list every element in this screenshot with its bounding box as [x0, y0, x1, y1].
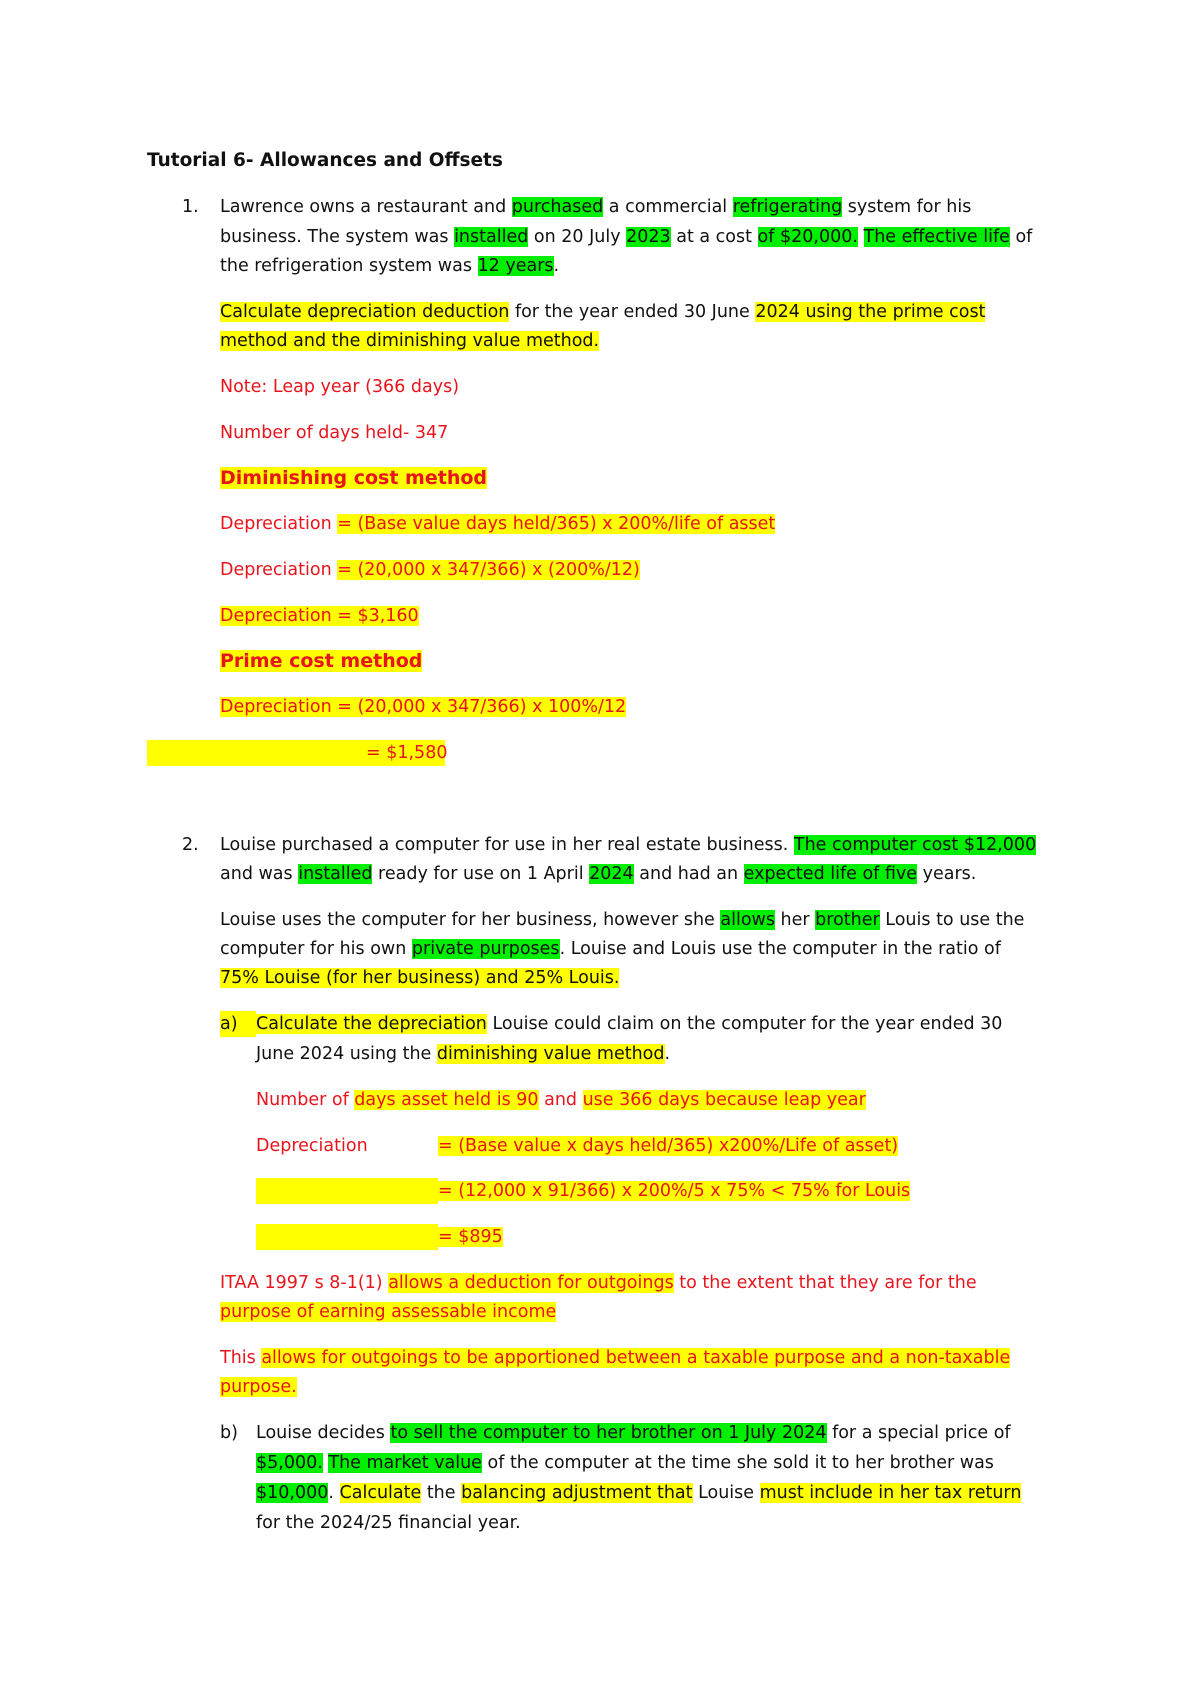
question-2-text-line [220, 907, 1024, 933]
answer-heading-diminishing [220, 465, 487, 491]
text-segment: = $1,580 [366, 743, 448, 763]
text-segment: Note: Leap year (366 days) [220, 377, 460, 397]
highlighted-text: installed [454, 227, 529, 247]
highlighted-text: use 366 days because leap year [582, 1090, 866, 1110]
answer-formula [438, 1178, 910, 1204]
text-segment: ITAA 1997 s 8-1(1) [220, 1273, 389, 1293]
highlighted-text: = (20,000 x 347/366) x (200%/12) [337, 560, 640, 580]
text-segment: Louise purchased a computer for use in her real estate business. [220, 835, 794, 855]
answer-formula [220, 511, 775, 537]
text-segment: and was [220, 864, 299, 884]
text-segment: at a cost [670, 227, 758, 247]
text-segment: of [1009, 227, 1033, 247]
highlighted-text: The effective life [863, 227, 1010, 247]
highlight-filler [256, 1224, 438, 1250]
text-segment: Louis to use the [879, 910, 1025, 930]
text-segment: June 2024 using the [256, 1044, 437, 1064]
answer-days-held [256, 1087, 866, 1113]
text-segment: Number of days held- 347 [220, 423, 449, 443]
highlighted-text: allows [720, 910, 775, 930]
highlighted-text: installed [298, 864, 373, 884]
question-1-text-line [220, 194, 971, 220]
text-segment: 1. [182, 197, 199, 217]
highlighted-text: 2024 using the prime cost [755, 302, 986, 322]
text-segment: Lawrence owns a restaurant and [220, 197, 512, 217]
highlighted-text: brother [815, 910, 880, 930]
highlighted-text: 12 years [477, 256, 554, 276]
part-b-text-line [256, 1480, 1021, 1506]
answer-legislation [220, 1299, 556, 1325]
text-segment: and [538, 1090, 583, 1110]
question-2-text-line [220, 936, 1001, 962]
text-segment: Louise could claim on the computer for the year ended 30 [486, 1014, 1003, 1034]
highlighted-text: Prime cost method [220, 650, 423, 672]
text-segment: Depreciation [220, 514, 338, 534]
question-1-instruction [220, 299, 985, 325]
highlighted-text: expected life of five [743, 864, 918, 884]
answer-apportionment [220, 1374, 297, 1400]
part-b-label [220, 1420, 238, 1446]
text-segment: Tutorial 6- Allowances and Offsets [147, 150, 503, 171]
text-segment: to the extent that they are for the [673, 1273, 977, 1293]
highlighted-text: days asset held is 90 [354, 1090, 539, 1110]
answer-result [438, 1224, 503, 1250]
text-segment [858, 227, 864, 247]
text-segment: . [328, 1483, 340, 1503]
highlighted-text: $10,000 [256, 1483, 329, 1503]
part-b-text-line [256, 1420, 1011, 1446]
text-segment: for a special price of [826, 1423, 1011, 1443]
answer-days-held [220, 420, 448, 446]
highlighted-text: must include in her tax return [759, 1483, 1022, 1503]
answer-formula [220, 694, 626, 720]
question-1-text-line [220, 224, 1032, 250]
text-segment: Number of [256, 1090, 355, 1110]
highlighted-text: purchased [511, 197, 604, 217]
highlighted-text: method and the diminishing value method. [220, 331, 600, 351]
highlighted-text: balancing adjustment that [461, 1483, 693, 1503]
text-segment: her [774, 910, 816, 930]
highlighted-text: Depreciation = (20,000 x 347/366) x 100%/12 [220, 697, 627, 717]
text-segment: Louise [692, 1483, 760, 1503]
text-segment: a) [220, 1014, 238, 1034]
question-1-instruction [220, 328, 599, 354]
text-segment: Louise uses the computer for her business, however she [220, 910, 721, 930]
list-number-1 [182, 194, 199, 220]
part-a-label [220, 1011, 256, 1037]
answer-result [147, 740, 448, 766]
highlighted-text: purpose of earning assessable income [220, 1302, 557, 1322]
part-b-text-line [256, 1510, 521, 1536]
text-segment: 2. [182, 835, 199, 855]
highlighted-text: 2023 [626, 227, 671, 247]
highlighted-text: diminishing value method [436, 1044, 665, 1064]
highlighted-text: to sell the computer to her brother on 1 July 2024 [390, 1423, 827, 1443]
highlighted-text: = (12,000 x 91/366) x 200%/5 x 75% < 75% for Louis [438, 1181, 911, 1201]
highlighted-text: 75% Louise (for her business) and 25% Louis. [220, 968, 620, 988]
highlighted-text: = (Base value days held/365) x 200%/life of asset [337, 514, 776, 534]
highlighted-text: allows a deduction for outgoings [388, 1273, 674, 1293]
text-segment: b) [220, 1423, 238, 1443]
highlighted-text: private purposes [411, 939, 560, 959]
text-segment: for the year ended 30 June [509, 302, 756, 322]
text-segment: for the 2024/25 financial year. [256, 1513, 521, 1533]
highlighted-text: The market value [328, 1453, 482, 1473]
highlighted-text: purpose. [220, 1377, 297, 1397]
highlighted-text: The computer cost $12,000 [793, 835, 1037, 855]
answer-formula [220, 557, 640, 583]
answer-legislation [220, 1270, 977, 1296]
text-segment: the [421, 1483, 462, 1503]
text-segment: Depreciation [220, 560, 338, 580]
text-segment: . [664, 1044, 671, 1064]
highlighted-text: of $20,000. [757, 227, 858, 247]
answer-heading-prime-cost [220, 648, 422, 674]
text-segment: Louise decides [256, 1423, 391, 1443]
highlighted-text: Calculate depreciation deduction [220, 302, 510, 322]
text-segment: . [553, 256, 560, 276]
part-a-text-line [256, 1011, 1002, 1037]
text-segment: years. [917, 864, 977, 884]
highlighted-text: Depreciation = $3,160 [220, 606, 419, 626]
part-b-text-line [256, 1450, 994, 1476]
answer-apportionment [220, 1345, 1010, 1371]
highlighted-text: 2024 [589, 864, 634, 884]
text-segment: computer for his own [220, 939, 412, 959]
highlighted-text: Calculate the depreciation [256, 1014, 487, 1034]
text-segment: and had an [633, 864, 744, 884]
text-segment: of the computer at the time she sold it to her brother was [481, 1453, 994, 1473]
highlighted-text: = $895 [438, 1227, 503, 1247]
page-title [147, 148, 503, 174]
highlighted-text: Calculate [339, 1483, 422, 1503]
answer-note [220, 374, 459, 400]
part-a-text-line [256, 1041, 670, 1067]
highlighted-text: $5,000. [256, 1453, 323, 1473]
highlighted-text: = (Base value x days held/365) x200%/Life of asset) [438, 1136, 899, 1156]
answer-result [220, 603, 419, 629]
highlighted-text: allows for outgoings to be apportioned between a taxable purpose and a non-taxable [261, 1348, 1011, 1368]
text-segment: a commercial [603, 197, 733, 217]
text-segment: system for his [842, 197, 972, 217]
answer-formula [438, 1133, 898, 1159]
question-1-text-line [220, 253, 559, 279]
question-2-text-line [220, 965, 619, 991]
text-segment: This [220, 1348, 262, 1368]
question-2-text-line [220, 861, 976, 887]
text-segment: ready for use on 1 April [372, 864, 590, 884]
text-segment: Depreciation [256, 1136, 368, 1156]
highlighted-text: refrigerating [732, 197, 843, 217]
question-2-text-line [220, 832, 1036, 858]
text-segment: business. The system was [220, 227, 455, 247]
highlighted-text: Diminishing cost method [220, 467, 487, 489]
answer-label [256, 1133, 368, 1159]
text-segment: on 20 July [528, 227, 627, 247]
list-number-2 [182, 832, 199, 858]
text-segment: . Louise and Louis use the computer in the ratio of [559, 939, 1001, 959]
text-segment: the refrigeration system was [220, 256, 478, 276]
highlight-filler [256, 1178, 438, 1204]
